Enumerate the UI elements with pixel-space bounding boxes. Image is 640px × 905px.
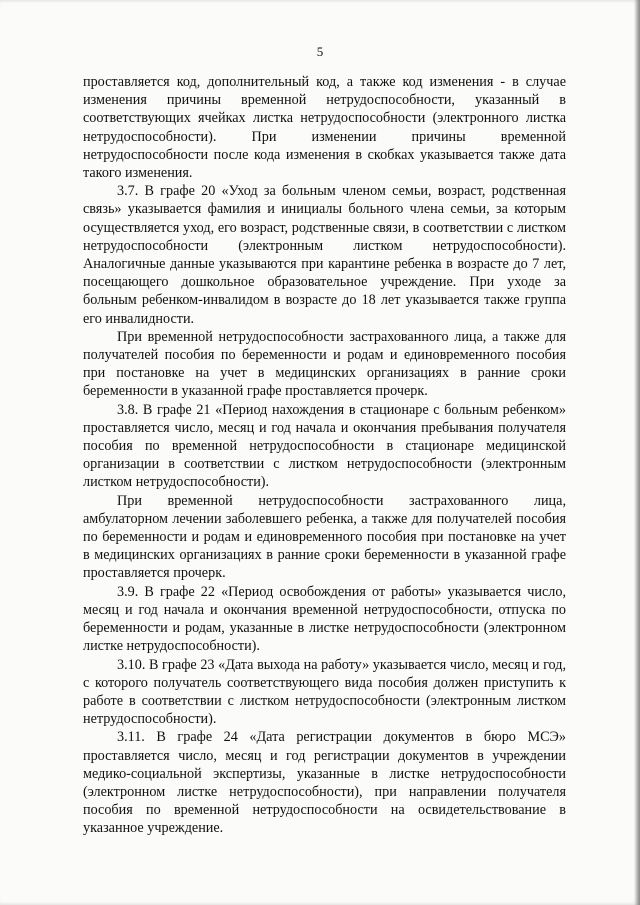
paragraph: проставляется код, дополнительный код, а также код изменения - в случае изменения причины временной нетрудоспособности, указанный в соответствующих ячейках листка нетрудоспособности (электронного листка нетрудоспособности). При изменении причины временной нетрудоспособности после кода изменения в скобках указывается также дата такого изменения. (83, 74, 566, 182)
document-body (83, 73, 566, 838)
paragraph: При временной нетрудоспособности застрахованного лица, а также для получателей пособия по беременности и родам и единовременного пособия при постановке на учет в медицинских организациях в ранние сроки беременности в указанной графе проставляется прочерк. (83, 328, 566, 400)
page-number: 5 (316, 44, 324, 59)
paragraph: При временной нетрудоспособности застрахованного лица, амбулаторном лечении заболевшего ребенка, а также для получателей пособия по беременности и родам и единовременного пособия при постановке на учет в медицинских организациях в ранние сроки беременности в указанной графе проставляется прочерк. (83, 492, 566, 582)
paragraph: 3.11. В графе 24 «Дата регистрации документов в бюро МСЭ» проставляется число, месяц и год регистрации документов в учреждении медико-социальной экспертизы, указанные в листке нетрудоспособности (электронном листке нетрудоспособности), при направлении получателя пособия по временной нетрудоспособности на освидетельствование в указанное учреждение. (83, 729, 566, 837)
paragraph: 3.10. В графе 23 «Дата выхода на работу» указывается число, месяц и год, с которого получатель соответствующего вида пособия должен приступить к работе в соответствии с листком нетрудоспособности (электронным листком нетрудоспособности). (83, 656, 566, 728)
page-edge-shadow (634, 0, 640, 905)
paragraph: 3.8. В графе 21 «Период нахождения в стационаре с больным ребенком» проставляется число, месяц и год начала и окончания пребывания получателя пособия по временной нетрудоспособности в стационаре медицинской организации в соответствии с листком нетрудоспособности (электронным листком нетрудоспособности). (83, 401, 566, 491)
paragraph: 3.7. В графе 20 «Уход за больным членом семьи, возраст, родственная связь» указывается фамилия и инициалы больного члена семьи, за которым осуществляется уход, его возраст, родственные связи, в соответствии с листком нетрудоспособности (электронным листком нетрудоспособности). Аналогичные данные указываются при карантине ребенка в возрасте до 7 лет, посещающего дошкольное образовательное учреждение. При уходе за больным ребенком-инвалидом в возрасте до 18 лет указывается также группа его инвалидности. (83, 183, 566, 327)
paragraph: 3.9. В графе 22 «Период освобождения от работы» указывается число, месяц и год начала и окончания временной нетрудоспособности, отпуска по беременности и родам, указанные в листке нетрудоспособности (электронном листке нетрудоспособности). (83, 583, 566, 655)
